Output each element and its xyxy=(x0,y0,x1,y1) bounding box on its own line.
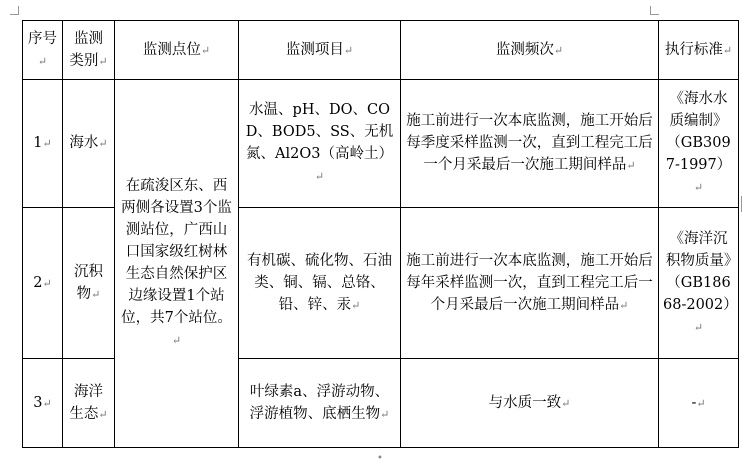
cell-end-mark: ↵ xyxy=(42,276,52,290)
cell-seq-text: 1 xyxy=(33,135,43,151)
cell-standard xyxy=(659,359,739,448)
table-row xyxy=(23,80,739,208)
header-category-text: 监测类别 xyxy=(69,30,103,69)
cell-end-mark: ↵ xyxy=(314,170,325,183)
header-frequency-text: 监测频次 xyxy=(495,41,554,58)
cell-category xyxy=(63,80,115,208)
cell-standard xyxy=(659,80,739,208)
cell-seq-text: 3 xyxy=(33,394,43,411)
cell-end-mark: ↵ xyxy=(693,181,704,194)
cell-end-mark: ↵ xyxy=(380,407,390,421)
cell-standard-text: 《海洋沉积物质量》（GB18668-2002） xyxy=(663,230,738,313)
cell-category-text: 海洋生态 xyxy=(69,383,103,422)
cell-frequency xyxy=(401,80,659,208)
cell-frequency-text: 施工前进行一次本底监测，施工开始后每季度采样监测一次，直到工程完工后一个月采最后一次施工期间样品 xyxy=(406,113,653,173)
cell-standard-text: 《海水水质编制》（GB3097-1997） xyxy=(665,91,732,173)
header-seq xyxy=(23,21,63,80)
cell-end-mark: ↵ xyxy=(343,43,354,57)
cell-category xyxy=(63,208,115,359)
header-frequency xyxy=(401,21,659,80)
page-corner-mark-top-left xyxy=(10,6,19,15)
cell-frequency-text: 与水质一致 xyxy=(488,394,562,411)
cell-items-text: 水温、pH、DO、COD、BOD5、SS、无机氮、Al2O3（高岭土） xyxy=(245,102,394,162)
cell-seq xyxy=(23,208,63,359)
cell-location-merged xyxy=(115,80,239,448)
cell-end-mark: ↵ xyxy=(42,137,52,150)
cell-items xyxy=(239,359,401,448)
cell-location-text: 在疏浚区东、西两侧各设置3个监测站位，广西山口国家级红树林生态自然保护区边缘设置1个站位，共7个站位。 xyxy=(121,178,232,326)
cell-standard-text: - xyxy=(691,394,697,411)
header-items xyxy=(239,21,401,80)
cell-category-text: 沉积物 xyxy=(74,263,103,302)
page-edge-mark xyxy=(741,196,742,212)
cell-end-mark: ↵ xyxy=(42,396,52,410)
paragraph-dot-mark: • xyxy=(377,453,383,464)
cell-items xyxy=(239,80,401,208)
cell-end-mark: ↵ xyxy=(98,54,108,68)
header-category xyxy=(63,21,115,80)
header-seq-text: 序号 xyxy=(28,30,57,47)
cell-end-mark: ↵ xyxy=(693,320,704,334)
page-corner-mark-top-right xyxy=(650,6,659,15)
cell-end-mark: ↵ xyxy=(98,407,108,421)
header-items-text: 监测项目 xyxy=(285,41,344,58)
cell-frequency xyxy=(401,208,659,359)
cell-end-mark: ↵ xyxy=(553,43,564,57)
cell-end-mark: ↵ xyxy=(171,334,182,347)
cell-end-mark: ↵ xyxy=(98,137,108,150)
header-location xyxy=(115,21,239,80)
header-standard-text: 执行标准 xyxy=(664,41,723,58)
cell-end-mark: ↵ xyxy=(37,54,48,68)
cell-end-mark: ↵ xyxy=(91,287,101,301)
table-header-row xyxy=(23,21,739,80)
header-standard xyxy=(659,21,739,80)
cell-end-mark: ↵ xyxy=(722,43,733,57)
cell-frequency-text: 施工前进行一次本底监测，施工开始后每年采样监测一次，直到工程完工后一个月采最后一次施工期间样品 xyxy=(406,252,653,313)
cell-end-mark: ↵ xyxy=(619,298,629,312)
cell-seq-text: 2 xyxy=(33,274,43,291)
cell-end-mark: ↵ xyxy=(351,298,361,312)
monitoring-plan-table xyxy=(22,20,739,448)
cell-items xyxy=(239,208,401,359)
cell-seq xyxy=(23,359,63,448)
cell-end-mark: ↵ xyxy=(626,159,636,172)
header-location-text: 监测点位 xyxy=(142,41,201,58)
cell-frequency xyxy=(401,359,659,448)
cell-end-mark: ↵ xyxy=(561,396,571,410)
cell-category xyxy=(63,359,115,448)
cell-end-mark: ↵ xyxy=(696,396,706,410)
cell-items-text: 有机碳、硫化物、石油类、铜、镉、总铬、铅、锌、汞 xyxy=(247,252,392,313)
cell-items-text: 叶绿素a、浮游动物、浮游植物、底栖生物 xyxy=(249,383,390,422)
cell-seq xyxy=(23,80,63,208)
cell-standard xyxy=(659,208,739,359)
cell-end-mark: ↵ xyxy=(200,43,211,57)
cell-category-text: 海水 xyxy=(69,135,99,151)
